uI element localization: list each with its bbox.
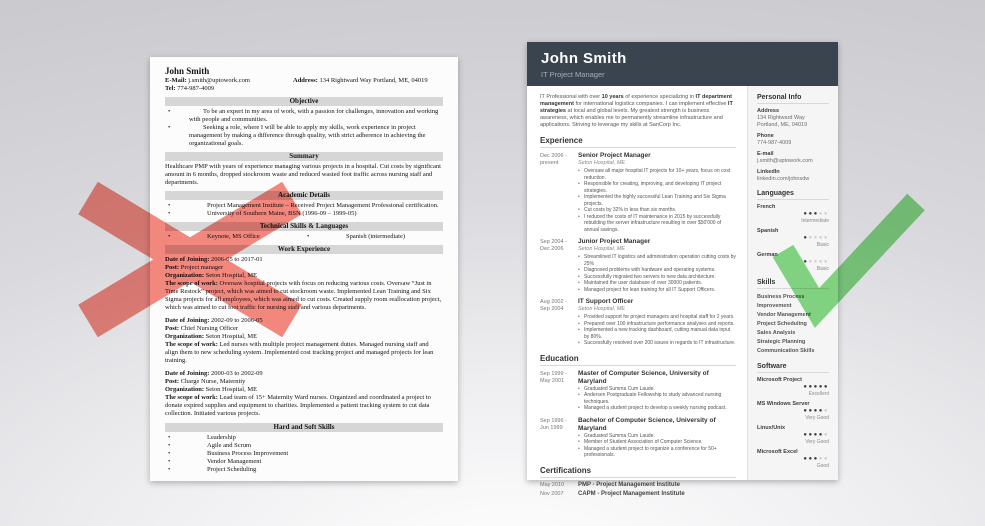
job-entry: Date of Joining: 2002-09 to 2006-05 Post: Chief Nursing Officer Organization: Seton Hospital, ME The scope of work: Led nurses with multiple project management duties. Managed nursing staff and align them to new scheduling system. Implemented cost tracking project and managed projects for lean training. [165, 317, 434, 364]
list-item: • Provided support for project managers and hospital staff for 2 years. [578, 314, 736, 321]
list-item: Sales Analysis [757, 330, 796, 336]
education-bullets [578, 433, 736, 459]
list-item: • Spanish (intermediate) [304, 233, 443, 241]
rating-dots: ●●●●● [803, 211, 829, 217]
list-item: Communication Skills [757, 348, 815, 354]
job-company: Seton Hospital, ME [578, 160, 626, 166]
rating-dots: ●●●●● [803, 408, 829, 414]
job-bullets [578, 254, 736, 293]
list-item: • Maintained the user database of over 30000 patients. [578, 280, 736, 287]
list-item: • Andersen Postgraduate Fellowship to study advanced nursing techniques. [578, 392, 736, 405]
software-rating: Microsoft Excel ●●●●● Good [757, 449, 829, 469]
left-resume-name: John Smith [165, 66, 210, 76]
language-rating: Spanish ●●●●● Basic [757, 228, 829, 248]
list-item: • Project Scheduling [165, 466, 443, 474]
left-resume-contact [165, 77, 443, 93]
list-item: • I reduced the costs of IT maintenance in 2015 by successfully rebuilding the server infrastructure resulting in over $50'000 of annual savings. [578, 214, 736, 234]
job-title: Junior Project Manager [578, 238, 651, 245]
list-item: • Project Management Institute – Received Project Management Professional certification. [165, 202, 443, 210]
list-item: • Implemented a new tracking dashboard, cutting manual data input by 80%. [578, 327, 736, 340]
list-item: • Streamlined IT logistics and administration operation cutting costs by 25% [578, 254, 736, 267]
list-item: • Leadership [165, 434, 443, 442]
list-item: • Cut costs by 32% in less than six months. [578, 207, 736, 214]
software-rating: MS Windows Server ●●●●● Very Good [757, 401, 829, 421]
sidebar-header-languages: Languages [757, 190, 829, 200]
skills-list [757, 293, 829, 356]
list-item: • Implemented the highly successful Lean Training and Six Sigma projects. [578, 194, 736, 207]
languages-section [757, 190, 829, 272]
rating-dots: ●●●●● [803, 235, 829, 241]
education-dates: Sep 1999 - May 2001 [540, 370, 567, 384]
right-resume-name: John Smith [541, 50, 627, 67]
hard-soft-skills-list [165, 434, 443, 474]
list-item: • Business Process Improvement [165, 450, 443, 458]
right-resume-job-title: IT Project Manager [541, 70, 605, 79]
software-rating: Microsoft Project ●●●●● Excellent [757, 377, 829, 397]
list-item: • Seeking a role, where I will be able to apply my skills, work experience in project management by making a difference through quality, with strict adherence in achieving the organizational goals. [165, 124, 443, 148]
personal-info-section: Personal Info Address 134 Rightward Way Portland, ME, 04019 Phone 774-987-4009 E-mail j.smith@uptowork.com LinkedIn linkedin.com/johnsdw [757, 94, 829, 183]
software-section [757, 363, 829, 469]
certification-entry: May 2010 PMP - Project Management Institute [540, 481, 680, 488]
education-dates: Sep 1996 - Jun 1999 [540, 417, 567, 431]
resume-header [527, 42, 838, 86]
section-header-experience: Experience [540, 136, 736, 148]
bad-resume-page [150, 57, 458, 481]
good-resume-page [527, 42, 838, 497]
job-entry [540, 298, 736, 347]
job-bullets [578, 168, 736, 233]
section-header-tech-skills: Technical Skills & Languages [165, 222, 443, 231]
education-entry [540, 417, 736, 459]
section-header-objective: Objective [165, 97, 443, 106]
list-item: • Keynote, MS Office [165, 233, 304, 241]
list-item: • Prepared over 100 infrastructure performance analyses and reports. [578, 321, 736, 328]
job-company: Seton Hospital, ME [578, 246, 626, 252]
left-tel-line: Tel: 774-987-4009 [165, 85, 215, 92]
job-entry [540, 152, 736, 233]
list-item: Project Scheduling [757, 321, 807, 327]
resume-main-column [527, 86, 747, 497]
section-header-certifications: Certifications [540, 466, 736, 478]
job-entry [540, 238, 736, 293]
left-address-line: Address: 134 Rightward Way Portland, ME, 04019 [293, 77, 428, 84]
job-company: Seton Hospital, ME [578, 306, 626, 312]
job-title: IT Support Officer [578, 298, 634, 305]
list-item: • Graduated Summa Cum Laude. [578, 433, 736, 440]
job-entry: Date of Joining: 2000-03 to 2002-09 Post: Charge Nurse, Maternity Organization: Seton Hospital, ME The scope of work: Lead team of 15+ Maternity Ward nurses. Organized and coordinated a project to donate expired supplies and equipment to charities. Implemented a patient tracking system to cut data collection. Initiated various projects. [165, 370, 431, 417]
academic-list [165, 202, 443, 218]
left-email-line: E-Mail: j.smith@uptowork.com [165, 77, 250, 84]
section-header-hard-soft-skills: Hard and Soft Skills [165, 423, 443, 432]
certification-entry: Nov 2007 CAPM - Project Management Institute [540, 490, 685, 497]
summary-paragraph: IT Professional with over 10 years of experience specializing in IT department management for international logistics companies. I can implement effective IT strategies at local and global levels. My greatest strength is business awareness, which enables me to permanently streamline infrastructure and applications. Striving to leverage my skills at SanCorp Inc. [540, 94, 733, 128]
objective-list [165, 108, 443, 148]
section-header-work-experience: Work Experience [165, 245, 443, 254]
list-item: • Diagnosed problems with hardware and operating systems. [578, 267, 736, 274]
rating-dots: ●●●●● [803, 432, 829, 438]
job-dates: Aug 2002 - Sep 2004 [540, 299, 567, 312]
list-item: • Successfully resolved over 200 issues in regards to IT infrastructure. [578, 340, 736, 347]
list-item: • Responsible for creating, improving, and developing IT project strategies. [578, 181, 736, 194]
section-header-education: Education [540, 354, 736, 366]
job-title: Senior Project Manager [578, 152, 651, 159]
degree-title: Bachelor of Computer Science, University of Maryland [578, 416, 716, 432]
section-header-summary: Summary [165, 152, 443, 161]
list-item: • Managed a student project to develop a weekly nursing podcast. [578, 405, 736, 412]
education-bullets [578, 386, 736, 412]
skills-section [757, 279, 829, 356]
job-dates: Dec 2006 - present [540, 153, 567, 166]
rating-dots: ●●●●● [803, 259, 829, 265]
education-entry [540, 370, 736, 412]
list-item: • University of Southern Maine, BSN (1996-09 – 1999-05) [165, 210, 443, 218]
software-rating: Linux/Unix ●●●●● Very Good [757, 425, 829, 445]
sidebar-header-software: Software [757, 363, 829, 373]
rating-dots: ●●●●● [803, 456, 829, 462]
section-header-academic: Academic Details [165, 191, 443, 200]
summary-paragraph: Healthcare PMP with years of experience managing various projects in a hospital. Cut costs by significant amount in 6 months, dropped stockroom waste and reduced wasted foot traffic across nursing staff and departments. [165, 163, 441, 186]
list-item: • Successfully migrated two servers to new data architecture. [578, 274, 736, 281]
list-item: • Oversaw all major hospital IT projects for 10+ years, focus on cost reduction. [578, 168, 736, 181]
list-item: • To be an expert in my area of work, with a passion for challenges, innovation and working with people and communities. [165, 108, 443, 124]
list-item: Business Process Improvement [757, 294, 805, 309]
language-rating: German ●●●●● Basic [757, 252, 829, 272]
list-item: • Agile and Scrum [165, 442, 443, 450]
job-entry: Date of Joining: 2006-05 to 2017-01 Post: Project manager Organization: Seton Hospital, ME The scope of work: Oversaw hospital projects with focus on reducing various costs. Oversaw “Just in Time Restock” project, which was aimed to cut stockroom waste. Implemented Lean Training and Six Sigma projects for all employees, which was aimed to cut costs. Created supply room reallocation project, which was aimed to cut foot traffic for nursing staff and various departments. [165, 256, 442, 311]
job-bullets [578, 314, 736, 347]
list-item: Strategic Planning [757, 339, 806, 345]
list-item: • Managed a student project to organize a conference for 50+ professionals. [578, 446, 736, 459]
list-item: • Managed project for lean training for all IT Support Officers. [578, 287, 736, 294]
list-item: Vendor Management [757, 312, 811, 318]
list-item: • Vendor Management [165, 458, 443, 466]
job-dates: Sep 2004 - Dec 2006 [540, 239, 567, 252]
tech-skills-list [165, 233, 443, 241]
degree-title: Master of Computer Science, University of Maryland [578, 369, 709, 385]
sidebar-header-personal-info: Personal Info [757, 94, 829, 104]
list-item: • Member of Student Association of Computer Science. [578, 439, 736, 446]
rating-dots: ●●●●● [803, 384, 829, 390]
list-item: • Graduated Summa Cum Laude. [578, 386, 736, 393]
sidebar-header-skills: Skills [757, 279, 829, 289]
language-rating: French ●●●●● Intermediate [757, 204, 829, 224]
resume-sidebar [747, 86, 838, 480]
